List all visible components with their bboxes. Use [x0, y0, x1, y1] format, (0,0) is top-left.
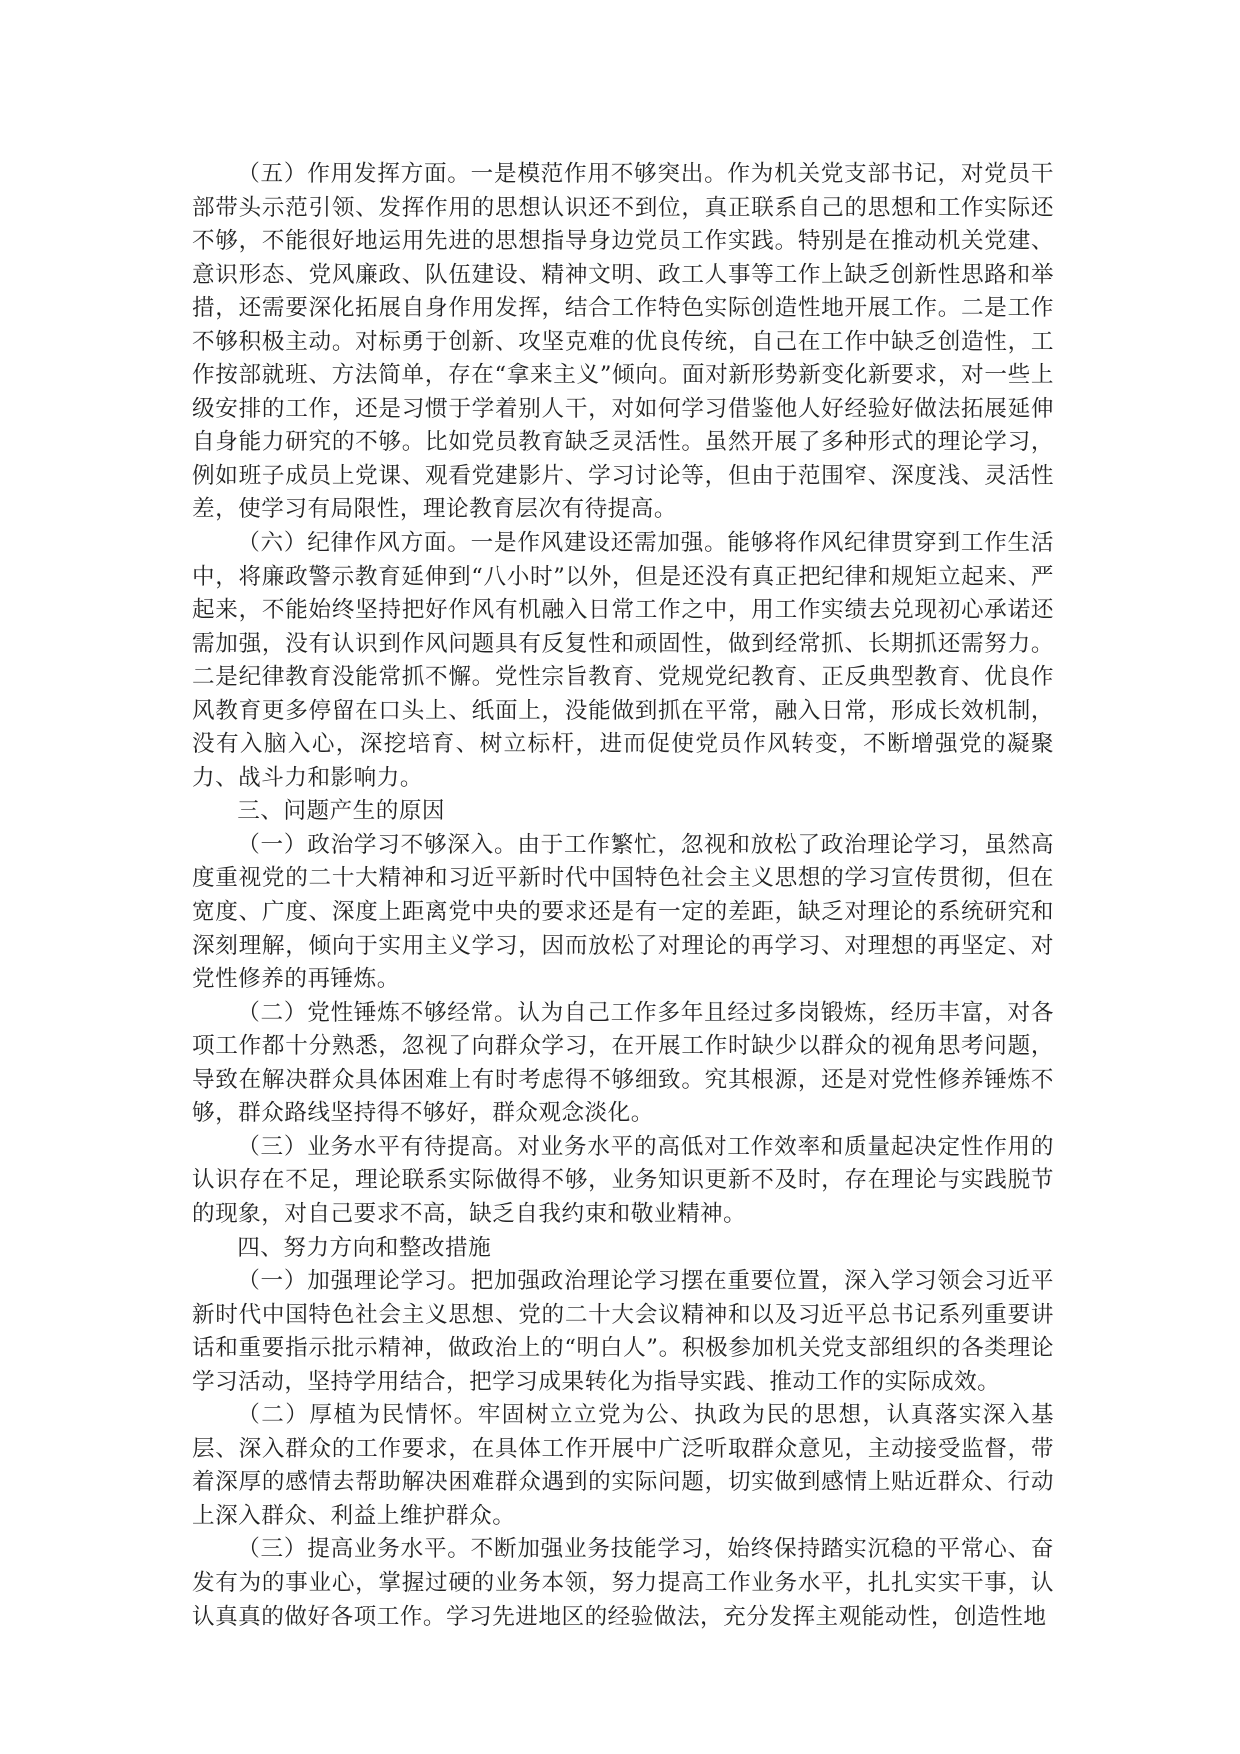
section-heading-causes: 三、问题产生的原因 [237, 798, 446, 825]
document-body [192, 158, 1054, 1634]
paragraph-people-sentiment: （二）厚植为民情怀。牢固树立立党为公、执政为民的思想，认真落实深入基层、深入群众的工作要求，在具体工作开展中广泛听取群众意见，主动接受监督，带着深厚的感情去帮助解决困难群众遇到的实际问题，切实做到感情上贴近群众、行动上深入群众、利益上维护群众。 [192, 1402, 1054, 1529]
section-heading-measures: 四、努力方向和整改措施 [237, 1234, 492, 1261]
paragraph-improve-business: （三）提高业务水平。不断加强业务技能学习，始终保持踏实沉稳的平常心、奋发有为的事业心，掌握过硬的业务本领，努力提高工作业务水平，扎扎实实干事，认认真真的做好各项工作。学习先进地区的经验做法，充分发挥主观能动性，创造性地 [192, 1536, 1054, 1630]
paragraph-business-level: （三）业务水平有待提高。对业务水平的高低对工作效率和质量起决定性作用的认识存在不足，理论联系实际做得不够，业务知识更新不及时，存在理论与实践脱节的现象，对自己要求不高，缺乏自我约束和敬业精神。 [192, 1133, 1054, 1227]
paragraph-discipline-style: （六）纪律作风方面。一是作风建设还需加强。能够将作风纪律贯穿到工作生活中，将廉政警示教育延伸到“八小时”以外，但是还没有真正把纪律和规矩立起来、严起来，不能始终坚持把好作风有机融入日常工作之中，用工作实绩去兑现初心承诺还需加强，没有认识到作风问题具有反复性和顽固性，做到经常抓、长期抓还需努力。二是纪律教育没能常抓不懈。党性宗旨教育、党规党纪教育、正反典型教育、优良作风教育更多停留在口头上、纸面上，没能做到抓在平常，融入日常，形成长效机制，没有入脑入心，深挖培育、树立标杆，进而促使党员作风转变，不断增强党的凝聚力、战斗力和影响力。 [192, 530, 1054, 791]
paragraph-role-performance: （五）作用发挥方面。一是模范作用不够突出。作为机关党支部书记，对党员干部带头示范引领、发挥作用的思想认识还不到位，真正联系自己的思想和工作实际还不够，不能很好地运用先进的思想指导身边党员工作实践。特别是在推动机关党建、意识形态、党风廉政、队伍建设、精神文明、政工人事等工作上缺乏创新性思路和举措，还需要深化拓展自身作用发挥，结合工作特色实际创造性地开展工作。二是工作不够积极主动。对标勇于创新、攻坚克难的优良传统，自己在工作中缺乏创造性，工作按部就班、方法简单，存在“拿来主义”倾向。面对新形势新变化新要求，对一些上级安排的工作，还是习惯于学着别人干，对如何学习借鉴他人好经验好做法拓展延伸自身能力研究的不够。比如党员教育缺乏灵活性。虽然开展了多种形式的理论学习，例如班子成员上党课、观看党建影片、学习讨论等，但由于范围窄、深度浅、灵活性差，使学习有局限性，理论教育层次有待提高。 [192, 161, 1054, 523]
paragraph-political-study: （一）政治学习不够深入。由于工作繁忙，忽视和放松了政治理论学习，虽然高度重视党的二十大精神和习近平新时代中国特色社会主义思想的学习宣传贯彻，但在宽度、广度、深度上距离党中央的要求还是有一定的差距，缺乏对理论的系统研究和深刻理解，倾向于实用主义学习，因而放松了对理论的再学习、对理想的再坚定、对党性修养的再锤炼。 [192, 831, 1054, 993]
paragraph-theory-study: （一）加强理论学习。把加强政治理论学习摆在重要位置，深入学习领会习近平新时代中国特色社会主义思想、党的二十大会议精神和以及习近平总书记系列重要讲话和重要指示批示精神，做政治上的“明白人”。积极参加机关党支部组织的各类理论学习活动，坚持学用结合，把学习成果转化为指导实践、推动工作的实际成效。 [192, 1268, 1054, 1395]
paragraph-party-spirit: （二）党性锤炼不够经常。认为自己工作多年且经过多岗锻炼，经历丰富，对各项工作都十分熟悉，忽视了向群众学习，在开展工作时缺少以群众的视角思考问题，导致在解决群众具体困难上有时考虑得不够细致。究其根源，还是对党性修养锤炼不够，群众路线坚持得不够好，群众观念淡化。 [192, 999, 1054, 1127]
